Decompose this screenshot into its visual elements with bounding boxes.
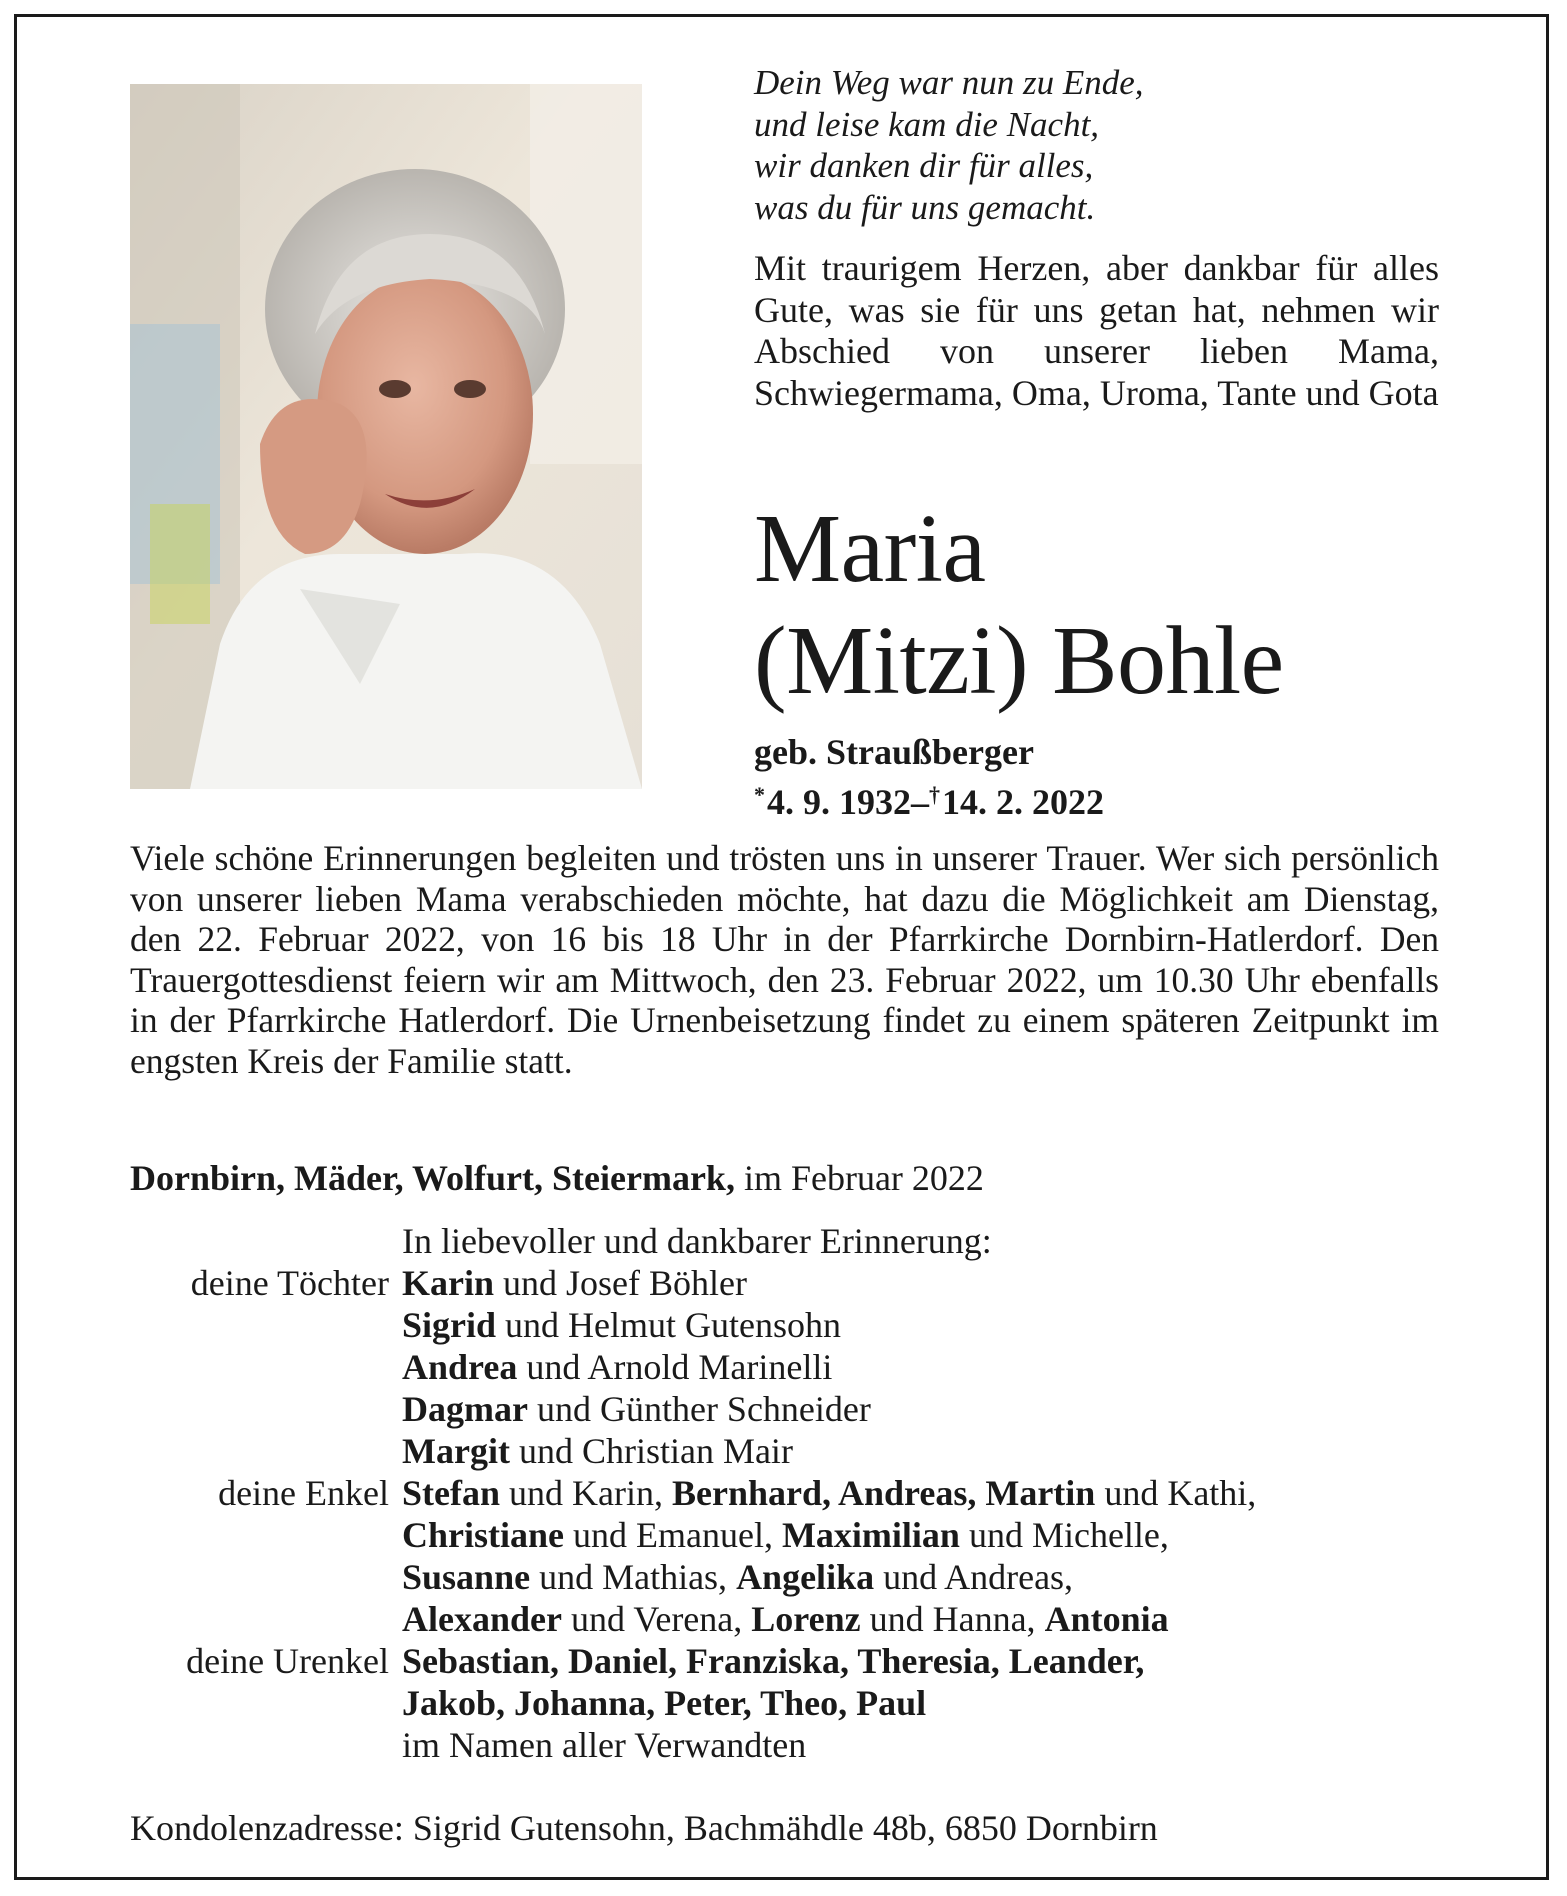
mourner-row [130, 1388, 1256, 1430]
mourner-name-text: und Michelle, [959, 1515, 1169, 1555]
birth-symbol: * [754, 782, 765, 807]
mourner-names [402, 1514, 1256, 1556]
poem [754, 62, 1144, 228]
mourner-name-text: und Helmut Gutensohn [496, 1305, 842, 1345]
mourner-name-text: und Kathi, [1095, 1473, 1257, 1513]
relation-label [130, 1304, 402, 1346]
mourner-names [402, 1262, 1256, 1304]
mourner-name-text: und Günther Schneider [527, 1389, 871, 1429]
mourner-name-text: und Hanna, [860, 1599, 1045, 1639]
mourner-name-text: und Mathias, [530, 1557, 737, 1597]
mourner-names [402, 1346, 1256, 1388]
first-name: Maria [754, 495, 986, 603]
relation-label: deine Enkel [218, 1473, 389, 1513]
condolence-address: Kondolenzadresse: Sigrid Gutensohn, Bachmähdle 48b, 6850 Dornbirn [130, 1808, 1158, 1848]
mourner-name-text: und Andreas, [874, 1557, 1074, 1597]
portrait-photo [130, 84, 642, 789]
mourner-name-bold: Karin [402, 1263, 495, 1303]
mourner-row [130, 1262, 1256, 1304]
mourner-row [130, 1472, 1256, 1514]
grandchildren-group [130, 1472, 1256, 1640]
remembrance-row [130, 1220, 1256, 1262]
mourner-name-bold: Margit [402, 1431, 510, 1471]
birth-date: 4. 9. 1932 [767, 782, 911, 822]
mourner-name-bold: Alexander [402, 1599, 562, 1639]
mourner-names [402, 1388, 1256, 1430]
poem-line: Dein Weg war nun zu Ende, [754, 63, 1144, 102]
mourner-row [130, 1514, 1256, 1556]
daughters-group [130, 1262, 1256, 1472]
life-dates [754, 775, 1104, 822]
relation-label [130, 1430, 402, 1472]
mourner-name-text: und Karin, [500, 1473, 672, 1513]
poem-line: und leise kam die Nacht, [754, 104, 1100, 144]
mourner-names [402, 1304, 1256, 1346]
mourner-name-bold: Maximilian [781, 1515, 960, 1555]
mourner-row [130, 1556, 1256, 1598]
relation-label [130, 1556, 402, 1598]
relation-label [130, 1346, 402, 1388]
mourner-name-bold: Jakob, Johanna, Peter, Theo, Paul [402, 1683, 927, 1723]
mourner-name-bold: Dagmar [402, 1389, 528, 1429]
mourner-name-bold: Lorenz [751, 1599, 861, 1639]
relation-label [130, 1682, 402, 1724]
mourner-name-bold: Christiane [402, 1515, 564, 1555]
great-grandchildren-group [130, 1640, 1256, 1724]
death-symbol: † [929, 782, 940, 807]
mourner-row [130, 1682, 1256, 1724]
mourner-name-bold: Susanne [402, 1557, 531, 1597]
mourner-row [130, 1640, 1256, 1682]
places-date: im Februar 2022 [734, 1158, 984, 1198]
mourner-names [402, 1430, 1256, 1472]
poem-line: wir danken dir für alles, [754, 146, 1094, 185]
name-second-line: (Mitzi) Bohle [754, 607, 1284, 715]
service-details: Viele schöne Erinnerungen begleiten und trösten uns in unserer Trauer. Wer sich persönlich von unserer lieben Mama verabschieden möchte, hat dazu die Möglichkeit am Dienstag, den 22. Februar 2022, von 16 bis 18 Uhr in der Pfarrkirche Dornbirn-Hatlerdorf. Den Trauergottesdienst feiern wir am Mittwoch, den 23. Februar 2022, um 10.30 Uhr ebenfalls in der Pfarrkirche Hatlerdorf. Die Urnenbeisetzung findet zu einem späteren Zeitpunkt im engsten Kreis der Familie statt. [130, 838, 1439, 1081]
places-line [130, 1157, 984, 1199]
mourner-name-bold: Andrea [402, 1347, 518, 1387]
relation-label [130, 1598, 402, 1640]
mourner-name-text: und Verena, [561, 1599, 752, 1639]
mourner-name-text: und Arnold Marinelli [517, 1347, 833, 1387]
mourner-names [402, 1472, 1256, 1514]
mourner-name-text: und Emanuel, [564, 1515, 782, 1555]
intro-paragraph: Mit traurigem Herzen, aber dankbar für alles Gute, was sie für uns getan hat, nehmen wir Abschied von unserer lieben Mama, Schwiegermama, Oma, Uroma, Tante und Gota [754, 248, 1439, 413]
mourner-name-text: und Christian Mair [509, 1431, 793, 1471]
death-date: 14. 2. 2022 [942, 782, 1104, 822]
mourner-row [130, 1598, 1256, 1640]
mourner-row [130, 1304, 1256, 1346]
mourner-names [402, 1556, 1256, 1598]
date-dash: – [911, 782, 929, 822]
mourner-row [130, 1346, 1256, 1388]
relatives-text: im Namen aller Verwandten [402, 1725, 807, 1765]
mourner-names [402, 1640, 1256, 1682]
mourner-name-bold: Stefan [402, 1473, 500, 1513]
mourners-list [130, 1220, 1256, 1766]
relation-label [130, 1388, 402, 1430]
maiden-name: geb. Straußberger [754, 732, 1034, 772]
mourner-name-bold: Antonia [1044, 1599, 1169, 1639]
deceased-name [754, 493, 1284, 717]
mourner-row [130, 1430, 1256, 1472]
relation-label: deine Urenkel [186, 1641, 389, 1681]
mourner-name-bold: Sigrid [402, 1305, 497, 1345]
mourner-names [402, 1598, 1256, 1640]
relatives-row [130, 1724, 1256, 1766]
remembrance-text: In liebevoller und dankbarer Erinnerung: [402, 1221, 992, 1261]
relation-label [130, 1514, 402, 1556]
mourner-name-bold: Angelika [736, 1557, 875, 1597]
mourner-name-bold: Sebastian, Daniel, Franziska, Theresia, Leander, [402, 1641, 1145, 1681]
poem-line: was du für uns gemacht. [754, 187, 1096, 227]
mourner-name-text: und Josef Böhler [494, 1263, 747, 1303]
mourner-name-bold: Bernhard, Andreas, Martin [671, 1473, 1096, 1513]
mourner-names [402, 1682, 1256, 1724]
relation-label: deine Töchter [190, 1263, 389, 1303]
places-bold: Dornbirn, Mäder, Wolfurt, Steiermark, [130, 1158, 735, 1198]
